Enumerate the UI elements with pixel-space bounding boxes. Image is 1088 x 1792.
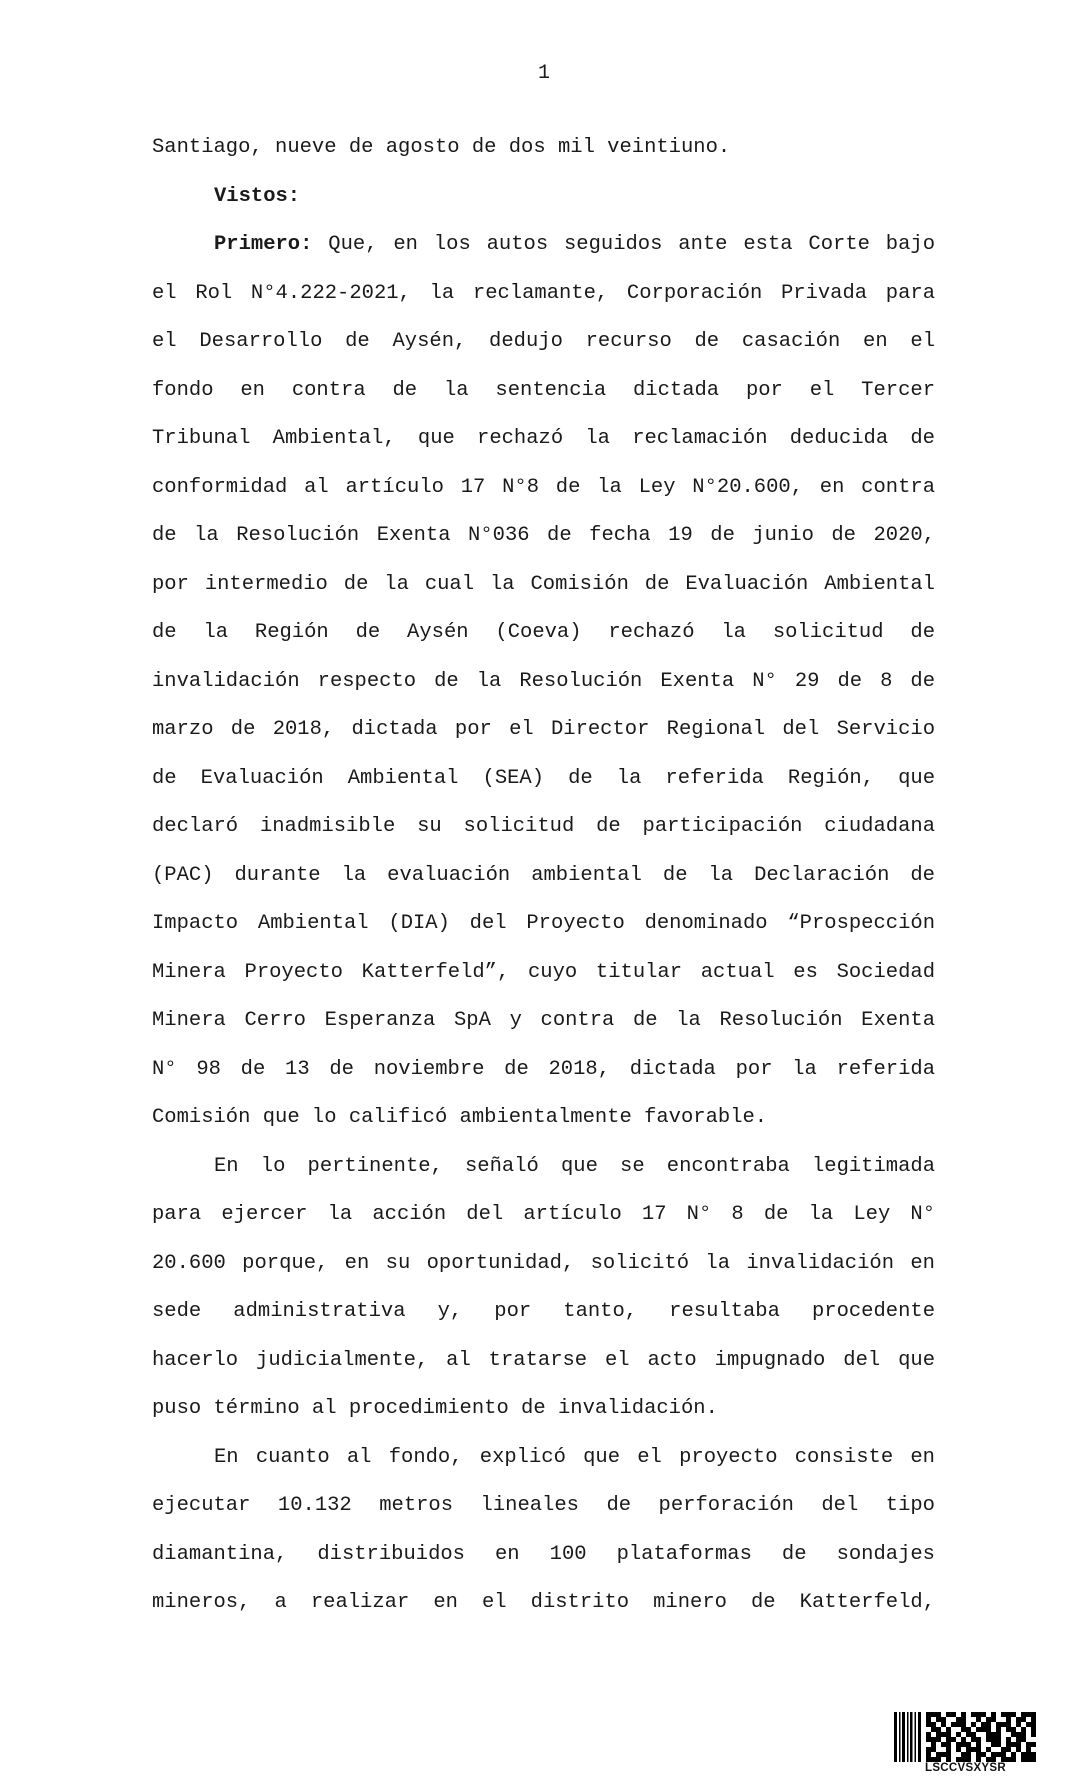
paragraph-3-line: diamantina, distribuidos en 100 plataformas de sondajes bbox=[152, 1542, 935, 1566]
verification-barcode bbox=[894, 1712, 1037, 1774]
matrix-code-icon bbox=[926, 1712, 1036, 1762]
paragraph-1-label: Primero: bbox=[214, 233, 313, 256]
paragraph-1-line: declaró inadmisible su solicitud de participación ciudadana bbox=[152, 815, 935, 838]
paragraph-1-line: Primero: Que, en los autos seguidos ante esta Corte bajo bbox=[214, 233, 935, 256]
paragraph-2-line: En lo pertinente, señaló que se encontraba legitimada bbox=[214, 1154, 935, 1178]
page-number: 1 bbox=[537, 62, 550, 85]
paragraph-3-line: En cuanto al fondo, explicó que el proyecto consiste en bbox=[214, 1445, 935, 1469]
paragraph-1-line: de la Resolución Exenta N°036 de fecha 19 de junio de 2020, bbox=[152, 524, 935, 547]
paragraph-2-line: hacerlo judicialmente, al tratarse el acto impugnado del que bbox=[152, 1348, 935, 1372]
paragraph-2-line: puso término al procedimiento de invalidación. bbox=[152, 1397, 718, 1420]
paragraph-1-line: fondo en contra de la sentencia dictada por el Tercer bbox=[152, 378, 935, 402]
paragraph-3-line: ejecutar 10.132 metros lineales de perforación del tipo bbox=[152, 1494, 935, 1517]
date-line: Santiago, nueve de agosto de dos mil veintiuno. bbox=[152, 136, 731, 159]
paragraph-3-line: mineros, a realizar en el distrito minero de Katterfeld, bbox=[152, 1591, 935, 1614]
paragraph-1-line: marzo de 2018, dictada por el Director Regional del Servicio bbox=[152, 718, 935, 741]
paragraph-1-line: por intermedio de la cual la Comisión de Evaluación Ambiental bbox=[152, 572, 935, 596]
paragraph-1-line: Minera Cerro Esperanza SpA y contra de la Resolución Exenta bbox=[152, 1009, 935, 1032]
document-body bbox=[152, 124, 935, 1628]
paragraph-1-line: el Rol N°4.222-2021, la reclamante, Corporación Privada para bbox=[152, 281, 935, 305]
paragraph-1-line: de la Región de Aysén (Coeva) rechazó la solicitud de bbox=[152, 621, 935, 644]
paragraph-1-line: Impacto Ambiental (DIA) del Proyecto denominado “Prospección bbox=[152, 912, 935, 935]
section-heading: Vistos: bbox=[214, 184, 301, 208]
linear-barcode-icon bbox=[894, 1712, 922, 1762]
paragraph-1-line: Minera Proyecto Katterfeld”, cuyo titular actual es Sociedad bbox=[152, 960, 935, 984]
paragraph-1-line: el Desarrollo de Aysén, dedujo recurso de casación en el bbox=[152, 330, 935, 353]
paragraph-1-line: N° 98 de 13 de noviembre de 2018, dictada por la referida bbox=[152, 1057, 935, 1081]
paragraph-1-line: de Evaluación Ambiental (SEA) de la referida Región, que bbox=[152, 766, 935, 790]
paragraph-1-line: invalidación respecto de la Resolución Exenta N° 29 de 8 de bbox=[152, 669, 935, 693]
paragraph-2-line: sede administrativa y, por tanto, resultaba procedente bbox=[152, 1300, 935, 1323]
paragraph-1-line: (PAC) durante la evaluación ambiental de la Declaración de bbox=[152, 863, 935, 887]
paragraph-1-line: conformidad al artículo 17 N°8 de la Ley N°20.600, en contra bbox=[152, 475, 935, 499]
paragraph-2-line: 20.600 porque, en su oportunidad, solicitó la invalidación en bbox=[152, 1251, 935, 1275]
paragraph-1-line: Comisión que lo calificó ambientalmente favorable. bbox=[152, 1106, 768, 1129]
barcode-code-label: LSCCVSXYSR bbox=[925, 1762, 1006, 1774]
paragraph-1-line: Tribunal Ambiental, que rechazó la reclamación deducida de bbox=[152, 427, 935, 450]
paragraph-2-line: para ejercer la acción del artículo 17 N° 8 de la Ley N° bbox=[152, 1203, 935, 1226]
